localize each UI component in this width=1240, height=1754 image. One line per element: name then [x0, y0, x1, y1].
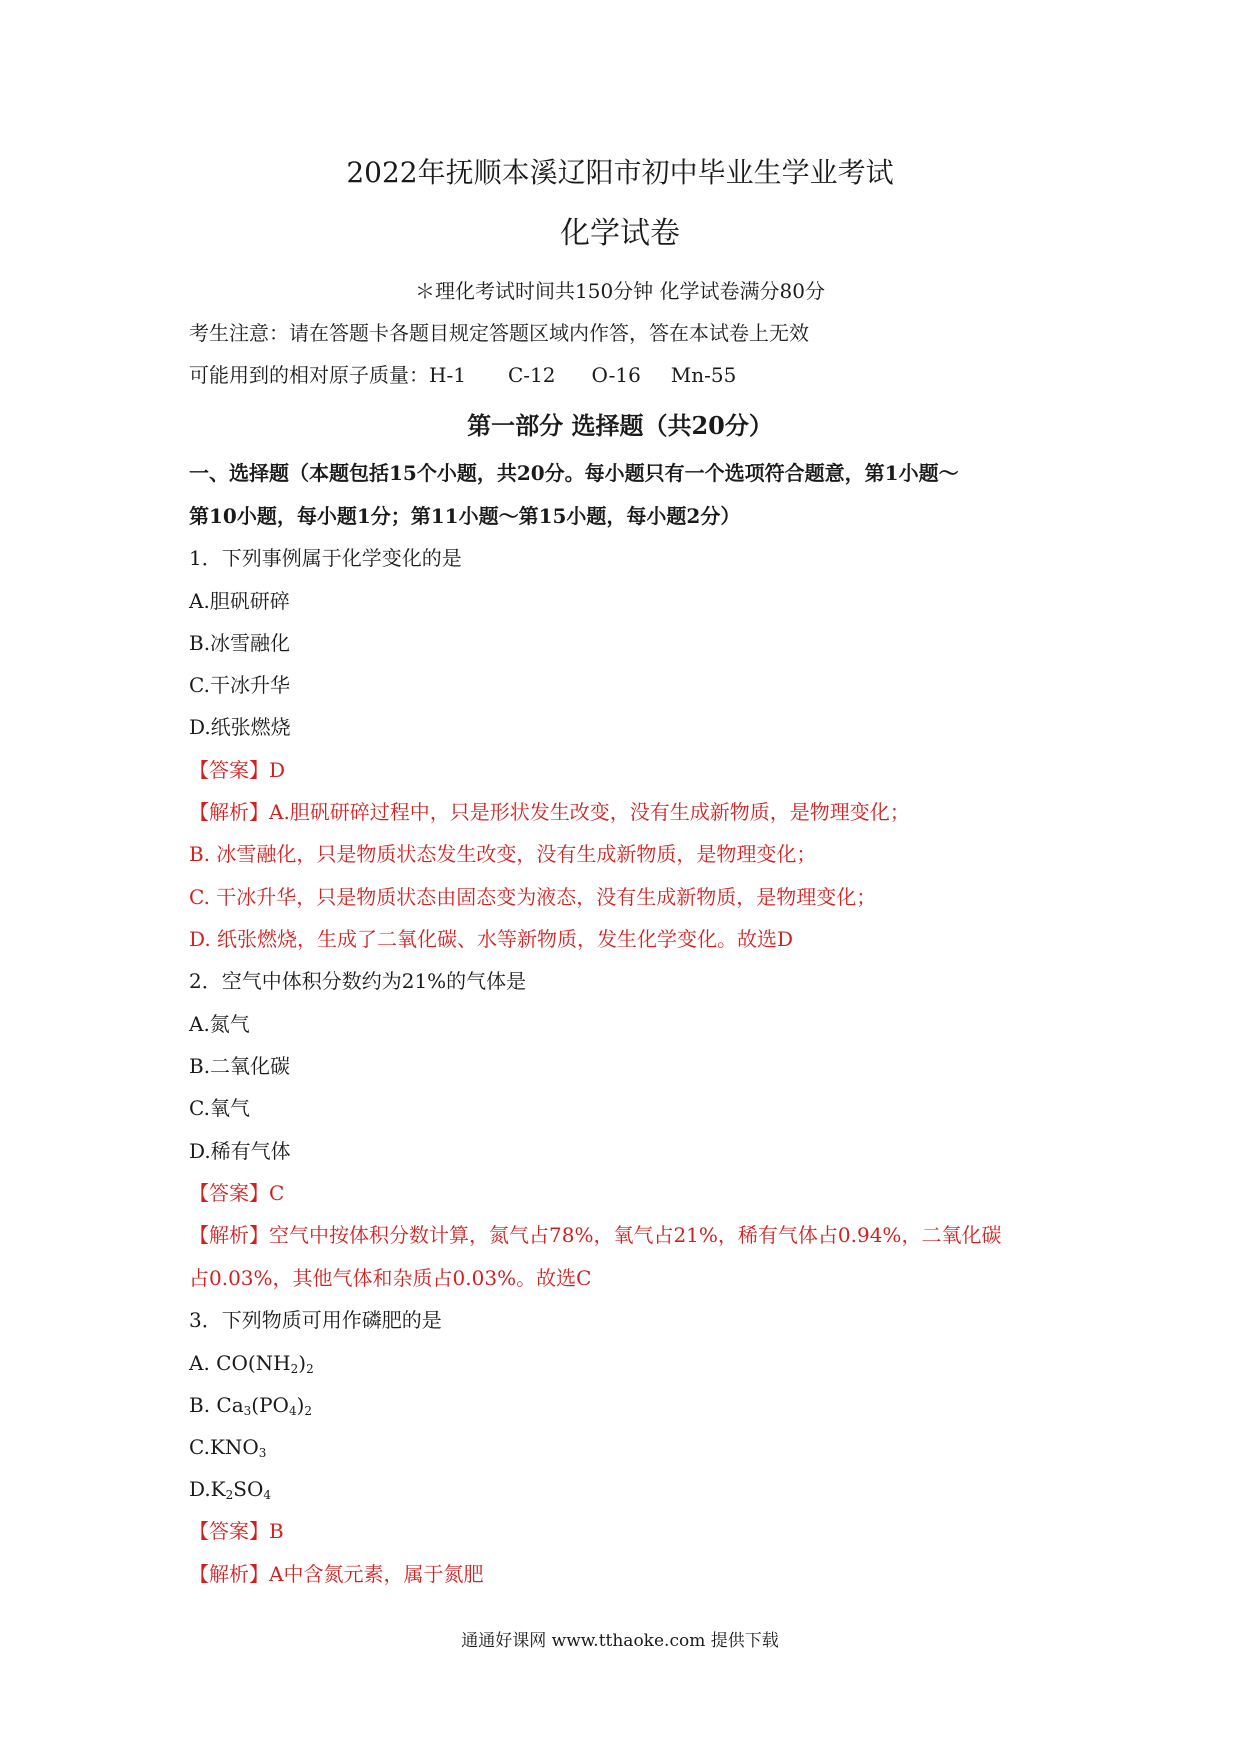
atomic-label: 可能用到的相对原子质量：: [189, 363, 429, 387]
exam-title: 2022年抚顺本溪辽阳市初中毕业生学业考试: [346, 156, 894, 189]
question-1-answer: 【答案】D: [189, 758, 286, 782]
question-1-option-a: A.胆矾研碎: [189, 589, 290, 613]
section-instructions-2: 第10小题，每小题1分；第11小题～第15小题，每小题2分）: [189, 504, 741, 528]
question-2-answer: 【答案】C: [189, 1181, 285, 1205]
atomic-mass-c: C-12: [507, 363, 556, 387]
question-2-stem: 2．空气中体积分数约为21%的气体是: [189, 969, 527, 993]
footer-download-note: 通通好课网 www.tthaoke.com 提供下载: [461, 1631, 779, 1651]
atomic-mass-mn: Mn-55: [670, 363, 737, 387]
section-title: 第一部分 选择题（共20分）: [467, 411, 773, 440]
atomic-mass-h: H-1: [429, 363, 466, 387]
question-3-option-c: $C.KNO_3$: [189, 1435, 267, 1460]
question-3-option-a: A. $CO(NH_2)_2$: [189, 1351, 314, 1376]
atomic-masses: [189, 362, 736, 388]
question-1-option-b: B.冰雪融化: [189, 631, 291, 655]
question-1-analysis-4: D. 纸张燃烧，生成了二氧化碳、水等新物质，发生化学变化。故选D: [189, 927, 794, 951]
question-2-analysis-1: 【解析】空气中按体积分数计算，氮气占78%，氧气占21%，稀有气体占0.94%，二氧化碳: [189, 1223, 1002, 1247]
question-2-option-c: C.氧气: [189, 1096, 250, 1120]
question-1-analysis-1: 【解析】A.胆矾研碎过程中，只是形状发生改变，没有生成新物质，是物理变化；: [189, 800, 910, 824]
question-1-stem: 1．下列事例属于化学变化的是: [189, 546, 462, 570]
question-3-stem: 3．下列物质可用作磷肥的是: [189, 1308, 442, 1332]
notice: 考生注意：请在答题卡各题目规定答题区域内作答，答在本试卷上无效: [189, 321, 809, 345]
question-2-option-d: D.稀有气体: [189, 1139, 291, 1163]
section-instructions-1: 一、选择题（本题包括15个小题，共20分。每小题只有一个选项符合题意，第1小题～: [189, 461, 959, 485]
exam-info: ＊理化考试时间共150分钟 化学试卷满分80分: [415, 279, 825, 303]
question-3-option-b: B. $Ca_3(PO_4)_2$: [189, 1393, 313, 1418]
question-1-analysis-2: B. 冰雪融化，只是物质状态发生改变，没有生成新物质，是物理变化；: [189, 842, 817, 866]
question-2-option-a: A.氮气: [189, 1012, 250, 1036]
question-1-analysis-3: C. 干冰升华，只是物质状态由固态变为液态，没有生成新物质，是物理变化；: [189, 885, 877, 909]
question-3-answer: 【答案】B: [189, 1519, 284, 1543]
question-1-option-d: D.纸张燃烧: [189, 715, 291, 739]
question-3-analysis-1: 【解析】A中含氮元素，属于氮肥: [189, 1562, 484, 1586]
question-1-option-c: C.干冰升华: [189, 673, 290, 697]
atomic-mass-o: O-16: [591, 363, 641, 387]
question-3-option-d: $D.K_2SO_4$: [189, 1477, 272, 1502]
subject-title: 化学试卷: [560, 216, 680, 251]
question-2-option-b: B.二氧化碳: [189, 1054, 291, 1078]
question-2-analysis-2: 占0.03%，其他气体和杂质占0.03%。故选C: [189, 1266, 592, 1290]
